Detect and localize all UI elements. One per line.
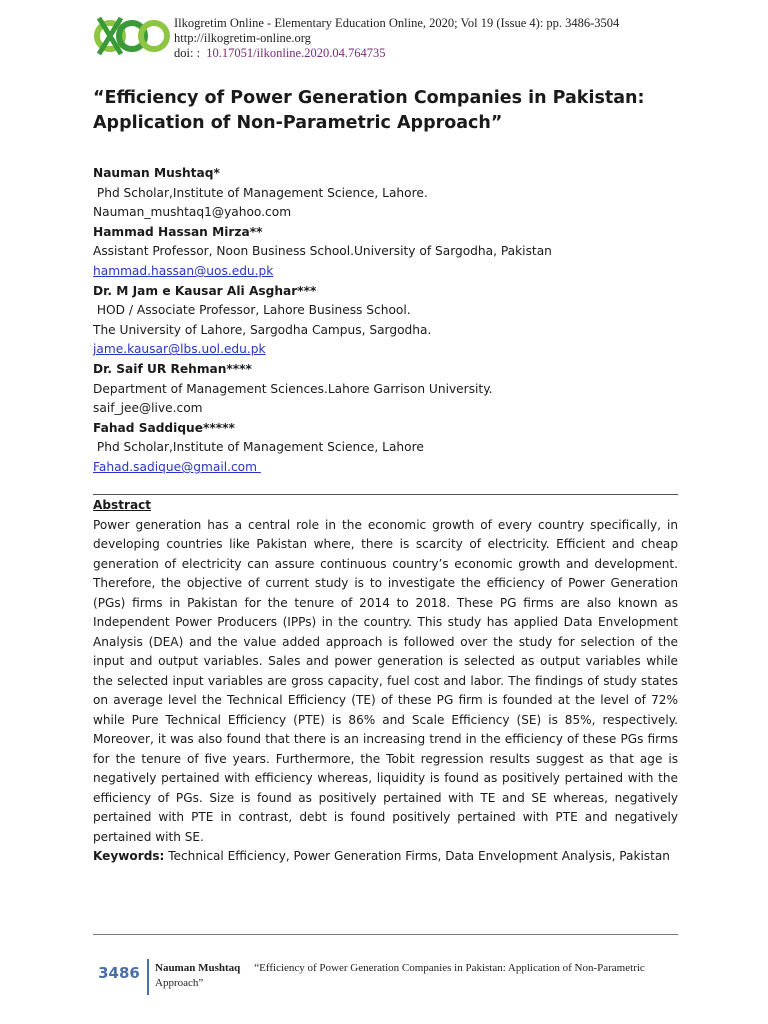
author-affiliation: Phd Scholar,Institute of Management Science, Lahore.: [93, 185, 428, 200]
author-affiliation: Department of Management Sciences.Lahore Garrison University.: [93, 381, 493, 396]
author-block: [93, 164, 693, 223]
doi-label: doi: :: [174, 46, 201, 60]
abstract-body: Power generation has a central role in the economic growth of every country specifically, in developing countries like Pakistan where, there is scarcity of electricity. Efficient and cheap generation of electricity can assure continuous country’s economic growth and development. Therefore, the objective of current study is to investigate the efficiency of Power Generation (PGs) firms in Pakistan for the tenure of 2014 to 2018. These PG firms are also known as Independent Power Producers (IPPs) in the country. This study has applied Data Envelopment Analysis (DEA) and the value added approach is followed over the study for selection of the input and output variables. Sales and power generation is selected as output variables while the selected input variables are gross capacity, fuel cost and labor. The findings of study states on average level the Technical Efficiency (TE) of these PG firm is founded at the level of 72% while Pure Technical Efficiency (PTE) is 86% and Scale Efficiency (SE) is 85%, respectively. Moreover, it was also found that there is an increasing trend in the efficiency of these PGs firms for the tenure of five years. Furthermore, the Tobit regression results suggest as that age is negatively pertained with efficiency whereas, liquidity is found as positively pertained with the efficiency of PGs. Size is found as positively pertained with TE and SE whereas, negatively pertained with PTE in contrast, debt is found positively pertained with PTE and negatively pertained with SE.: [93, 517, 678, 844]
author-email-link[interactable]: jame.kausar@lbs.uol.edu.pk: [93, 342, 266, 357]
author-block: [93, 223, 693, 282]
author-affiliation: Assistant Professor, Noon Business School.University of Sargodha, Pakistan: [93, 244, 552, 259]
footer-accent-bar: [147, 959, 149, 995]
author-name: Dr. M Jam e Kausar Ali Asghar***: [93, 283, 317, 298]
author-name: Hammad Hassan Mirza**: [93, 224, 263, 239]
footer-divider: [93, 934, 678, 935]
keywords-text: Technical Efficiency, Power Generation Firms, Data Envelopment Analysis, Pakistan: [164, 849, 670, 863]
author-affiliation: The University of Lahore, Sargodha Campus, Sargodha.: [93, 322, 432, 337]
author-email: saif_jee@live.com: [93, 401, 203, 416]
footer-author: Nauman Mushtaq: [155, 962, 241, 974]
author-name: Nauman Mushtaq*: [93, 166, 220, 180]
abstract-section: [93, 494, 678, 867]
journal-info: [174, 16, 619, 61]
doi-value[interactable]: 10.17051/ilkonline.2020.04.764735: [206, 46, 386, 60]
page-number: 3486: [98, 964, 140, 982]
footer-running-title: [155, 961, 683, 991]
author-affiliation: Phd Scholar,Institute of Management Science, Lahore: [93, 440, 424, 455]
ilkogretim-logo-icon: [94, 12, 170, 58]
keywords-line: [93, 847, 678, 867]
abstract-heading: Abstract: [93, 498, 152, 512]
author-name: Dr. Saif UR Rehman****: [93, 361, 252, 376]
author-block: [93, 360, 693, 419]
journal-website[interactable]: http://ilkogretim-online.org: [174, 31, 311, 45]
footer-title: “Efficiency of Power Generation Companies in Pakistan: Application of Non-Parametric Approach”: [155, 962, 645, 989]
author-email-link[interactable]: Fahad.sadique@gmail.com: [93, 459, 261, 474]
author-block: [93, 282, 693, 360]
author-email-link[interactable]: hammad.hassan@uos.edu.pk: [93, 263, 274, 278]
journal-citation-line: Ilkogretim Online - Elementary Education Online, 2020; Vol 19 (Issue 4): pp. 3486-3504: [174, 16, 620, 30]
author-name: Fahad Saddique*****: [93, 420, 235, 435]
page-footer: [93, 959, 678, 995]
doi-line: [174, 46, 619, 61]
keywords-label: Keywords:: [93, 849, 165, 863]
author-block: [93, 419, 693, 478]
author-list: [93, 164, 693, 478]
author-affiliation: HOD / Associate Professor, Lahore Business School.: [93, 303, 411, 318]
author-email: Nauman_mushtaq1@yahoo.com: [93, 205, 292, 220]
paper-title: “Efficiency of Power Generation Companies in Pakistan: Application of Non-Parametric Approach”: [93, 88, 645, 133]
